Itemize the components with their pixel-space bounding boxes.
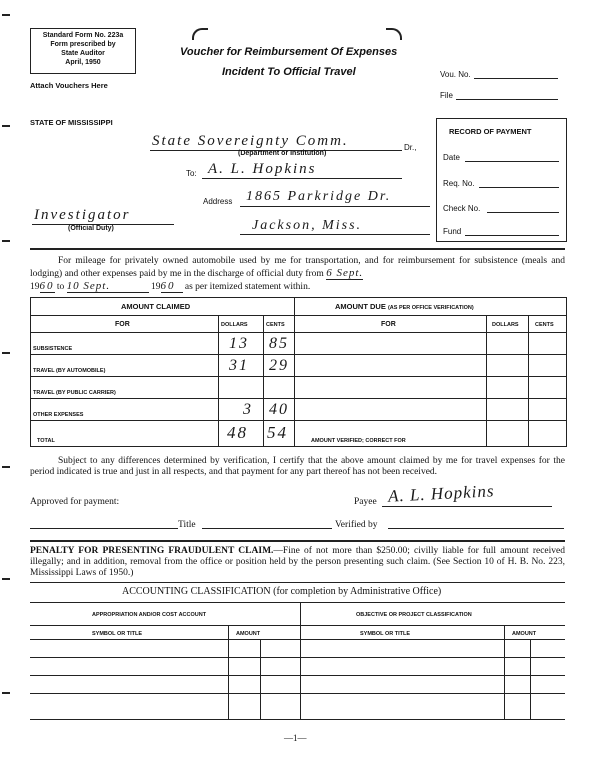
amount-table: [30, 297, 567, 447]
row-subsistence-cents: 85: [269, 335, 289, 352]
record-fund-field[interactable]: [465, 235, 559, 236]
year-prefix: 19: [30, 282, 40, 292]
title-label: Title: [178, 520, 196, 530]
file-label: File: [440, 91, 453, 100]
department-caption: (Department or Institution): [238, 150, 327, 157]
col-for-header: FOR: [115, 321, 130, 328]
right-amount-header: AMOUNT: [512, 631, 537, 637]
accounting-rule: [30, 582, 565, 583]
approval-signature-field[interactable]: [30, 528, 178, 529]
payee-signature: A. L. Hopkins: [387, 481, 495, 506]
to-year-value: 60: [161, 280, 183, 293]
amount-claimed-title: AMOUNT CLAIMED: [121, 302, 191, 311]
form-subtitle: Incident To Official Travel: [222, 66, 356, 78]
mileage-paragraph: [30, 255, 565, 280]
department-suffix: Dr.,: [404, 143, 417, 152]
record-date-field[interactable]: [465, 161, 559, 162]
objective-header: OBJECTIVE OR PROJECT CLASSIFICATION: [356, 612, 472, 618]
record-fund-label: Fund: [443, 227, 462, 236]
attach-vouchers-label: Attach Vouchers Here: [30, 81, 108, 90]
record-of-payment-box: [436, 118, 567, 242]
address-line1-field[interactable]: [240, 206, 430, 207]
left-amount-header: AMOUNT: [236, 631, 261, 637]
accounting-table: [30, 602, 565, 720]
to-label: to: [56, 282, 65, 292]
row-auto-label: TRAVEL (BY AUTOMOBILE): [33, 368, 106, 374]
verified-by-label: Verified by: [335, 520, 378, 530]
approved-label: Approved for payment:: [30, 497, 120, 507]
amount-due-note: (AS PER OFFICE VERIFICATION): [387, 305, 474, 311]
std-form-line: State Auditor: [61, 50, 105, 57]
punch-mark-left: [192, 28, 208, 40]
std-form-line: April, 1950: [65, 59, 101, 66]
file-field[interactable]: [456, 99, 558, 100]
form-title: Voucher for Reimbursement Of Expenses: [180, 46, 398, 58]
due-col-for-header: FOR: [381, 321, 396, 328]
to-label: To:: [186, 169, 197, 178]
amount-verified-label: AMOUNT VERIFIED; CORRECT FOR: [311, 438, 406, 444]
record-title: RECORD OF PAYMENT: [449, 127, 532, 136]
amount-due-title: [335, 302, 474, 311]
payee-signature-field[interactable]: [382, 506, 552, 507]
row-subsistence-dollars: 13: [229, 335, 249, 352]
amount-due-label: AMOUNT DUE: [335, 302, 386, 311]
year-prefix: 19: [151, 282, 161, 292]
verified-by-field[interactable]: [388, 528, 564, 529]
department-value: State Sovereignty Comm.: [152, 133, 349, 149]
address-line1-value: 1865 Parkridge Dr.: [246, 189, 392, 204]
punch-mark-right: [386, 28, 402, 40]
address-line2-field[interactable]: [240, 234, 430, 235]
section-rule: [30, 248, 565, 250]
due-col-dollars-header: DOLLARS: [492, 322, 519, 328]
penalty-text: [30, 546, 565, 579]
row-total-cents: 54: [267, 423, 288, 442]
record-req-field[interactable]: [479, 187, 559, 188]
certification-text: Subject to any differences determined by verification, I certify that the above amount claimed by me for travel expenses for the period indicated is true and just in all respects, and that payment for any part thereof has not been received.: [30, 456, 565, 477]
record-check-label: Check No.: [443, 204, 481, 213]
row-other-dollars: 3: [243, 401, 253, 418]
left-symbol-header: SYMBOL OR TITLE: [92, 631, 143, 637]
row-auto-dollars: 31: [229, 357, 249, 374]
from-year-value: 60: [39, 280, 55, 292]
penalty-body: —Fine of not more than $250.00; civilly liable for full amount received illegally; and in addition, removal from the office or position held by the person presenting such claim. (See Section 10 of H. B. No. 223, Mississippi Laws of 1950.): [30, 546, 565, 578]
record-check-field[interactable]: [487, 212, 559, 213]
row-total-dollars: 48: [227, 423, 248, 442]
penalty-rule: [30, 540, 565, 542]
page-number: —1—: [284, 733, 307, 743]
record-date-label: Date: [443, 153, 460, 162]
voucher-number-label: Vou. No.: [440, 70, 471, 79]
accounting-note: (for completion by Administrative Office): [273, 586, 442, 597]
col-dollars-header: DOLLARS: [221, 322, 248, 328]
penalty-heading: PENALTY FOR PRESENTING FRAUDULENT CLAIM.: [30, 546, 274, 556]
right-symbol-header: SYMBOL OR TITLE: [360, 631, 411, 637]
payee-label: Payee: [354, 497, 377, 507]
row-total-label: TOTAL: [37, 438, 55, 444]
std-form-line: Standard Form No. 223a: [42, 32, 124, 39]
accounting-title: [122, 586, 441, 597]
period-line: [30, 280, 310, 293]
address-line2-value: Jackson, Miss.: [252, 218, 363, 233]
col-cents-header: CENTS: [266, 322, 285, 328]
row-auto-cents: 29: [269, 357, 289, 374]
mileage-text: For mileage for privately owned automobile used by me for transportation, and for reimbursement for subsistence (meals and lodging) and other expenses paid by me in the discharge of official duty from: [30, 256, 565, 279]
row-other-label: OTHER EXPENSES: [33, 412, 84, 418]
from-date-value: 6 Sept.: [326, 267, 364, 279]
state-label: STATE OF MISSISSIPPI: [30, 118, 113, 127]
standard-form-box: [30, 28, 136, 74]
row-subsistence-label: SUBSISTENCE: [33, 346, 73, 352]
voucher-number-field[interactable]: [474, 78, 558, 79]
row-other-cents: 40: [269, 401, 289, 418]
mileage-text-end: as per itemized statement within.: [184, 282, 311, 292]
accounting-heading: ACCOUNTING CLASSIFICATION: [122, 586, 271, 597]
std-form-line: Form prescribed by: [50, 41, 116, 48]
address-label: Address: [203, 197, 233, 206]
due-col-cents-header: CENTS: [535, 322, 554, 328]
to-date-value: 10 Sept.: [67, 280, 149, 293]
official-duty-value: Investigator: [34, 207, 131, 223]
title-field[interactable]: [202, 528, 332, 529]
official-duty-caption: (Official Duty): [68, 225, 114, 232]
margin-ticks: [2, 14, 10, 754]
record-req-label: Req. No.: [443, 179, 475, 188]
payee-name-value: A. L. Hopkins: [208, 161, 317, 177]
payee-name-field[interactable]: [202, 178, 402, 179]
appropriation-header: APPROPRIATION AND/OR COST ACCOUNT: [92, 612, 207, 618]
row-public-label: TRAVEL (BY PUBLIC CARRIER): [33, 390, 116, 396]
